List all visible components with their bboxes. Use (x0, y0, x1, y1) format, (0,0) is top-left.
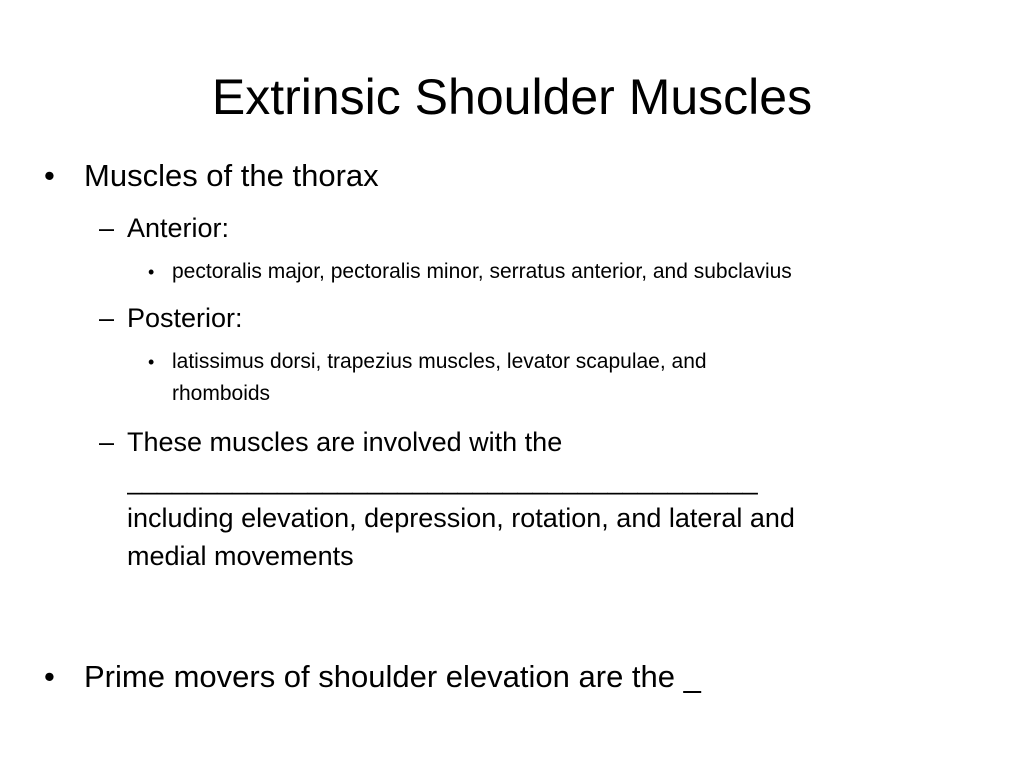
sub-sub-bullet-anterior-muscles (148, 256, 1008, 288)
dash-marker: – (99, 303, 115, 333)
bullet-prime-movers (44, 657, 984, 697)
sub-bullet-text (127, 423, 979, 575)
sub-bullet-involvement (99, 423, 979, 575)
bullet-marker: • (148, 352, 155, 372)
sub-bullet-text: Posterior: (127, 303, 243, 333)
text-line: medial movements (127, 541, 354, 571)
bullet-marker: • (44, 659, 55, 694)
sub-bullet-posterior (99, 299, 979, 337)
sub-sub-bullet-posterior-muscles (148, 346, 1008, 410)
text-line: These muscles are involved with the (127, 427, 563, 457)
slide-title: Extrinsic Shoulder Muscles (211, 69, 813, 125)
dash-marker: – (99, 427, 115, 457)
bullet-marker: • (148, 262, 155, 282)
bullet-marker: • (44, 158, 55, 193)
text-line: rhomboids (172, 382, 271, 405)
text-line: latissimus dorsi, trapezius muscles, levator scapulae, and (172, 350, 707, 373)
sub-bullet-anterior (99, 209, 979, 247)
sub-sub-bullet-text (172, 346, 1008, 410)
bullet-text: Prime movers of shoulder elevation are the _ (84, 659, 701, 694)
text-line: including elevation, depression, rotation, and lateral and (127, 503, 795, 533)
bullet-text: Muscles of the thorax (84, 158, 379, 193)
sub-sub-bullet-text: pectoralis major, pectoralis minor, serratus anterior, and subclavius (172, 260, 792, 283)
bullet-muscles-of-thorax (44, 156, 984, 196)
fill-in-blank: __________________________________________ (127, 465, 758, 495)
dash-marker: – (99, 213, 115, 243)
sub-bullet-text: Anterior: (127, 213, 230, 243)
